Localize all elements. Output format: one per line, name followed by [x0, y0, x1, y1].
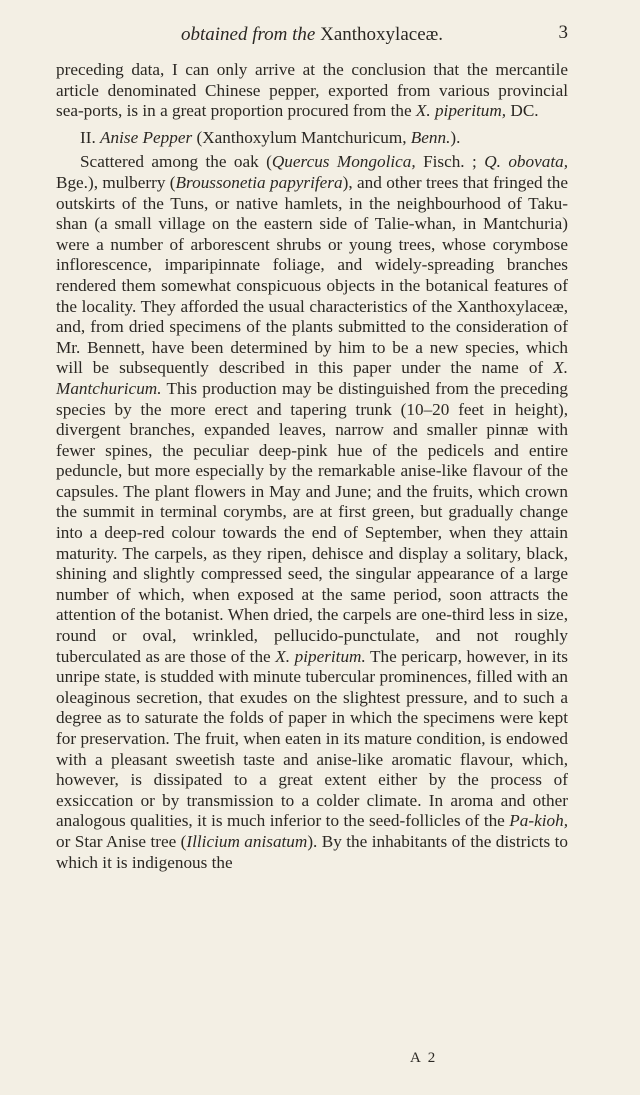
text-run: DC.	[506, 101, 539, 121]
signature-mark: A 2	[410, 1050, 438, 1066]
running-head-italic: obtained from the	[180, 24, 316, 45]
paragraph	[56, 152, 568, 873]
italic-text: Q. obovata,	[484, 152, 568, 172]
book-page	[56, 18, 568, 873]
body-text	[56, 60, 568, 873]
italic-text: Illicium anisatum	[186, 831, 308, 851]
running-head-title	[181, 24, 443, 46]
italic-text: Pa-kioh,	[509, 811, 568, 831]
text-run: Bge.), mulberry (	[56, 172, 176, 192]
italic-text: X. piperitum.	[275, 646, 366, 666]
text-run: Scattered among the oak (	[80, 152, 272, 172]
text-run: ). By the inhabitants of the districts to which it is indigenous the	[56, 831, 568, 872]
page-number: 3	[558, 22, 568, 43]
running-head-roman: Xanthoxylaceæ.	[315, 24, 444, 45]
section-heading	[56, 128, 568, 149]
text-run: ).	[450, 127, 461, 147]
italic-text: Benn.	[410, 127, 451, 147]
running-head	[56, 18, 568, 52]
paragraph	[56, 60, 568, 122]
italic-text: X. Mantchuricum.	[56, 358, 568, 398]
italic-text: Quercus Mongolica,	[271, 152, 416, 172]
text-run: ), and other trees that fringed the outskirts of the Tuns, or native hamlets, in the neighbourhood of Taku-shan (a small village on the eastern side of Talie-whan, in Mantchuria) were a number of arborescent shrubs or young trees, whose corymbose inflorescence, imparipinnate foliage, and widely-spreading branches rendered them somewhat conspicuous objects in the botanical features of the locality. They afforded the usual characteristics of the Xanthoxylaceæ, and, from dried specimens of the plants submitted to the consideration of Mr. Bennett, have been determined by him to be a new species, which will be subsequently described in this paper under the name of	[56, 172, 569, 378]
text-run: or Star Anise tree (	[56, 831, 187, 851]
italic-text: Broussonetia papyrifera	[175, 172, 343, 192]
italic-text: X. piperitum,	[415, 101, 507, 121]
italic-text: Anise Pepper	[100, 127, 193, 147]
text-run: The pericarp, however, in its unripe state, is studded with minute tubercular prominences, filled with an oleaginous secretion, that exudes on the slightest pressure, and to such a degree as to saturate the folds of paper in which the specimens were kept for preservation. The fruit, when eaten in its mature condition, is endowed with a pleasant sweetish taste and anise-like aromatic flavour, which, however, is dissipated to a great extent either by the process of exsiccation or by transmission to a colder climate. In aroma and other analogous qualities, it is much inferior to the seed-follicles of the	[56, 646, 568, 831]
text-run: preceding data, I can only arrive at the conclusion that the mercantile article denominated Chinese pepper, exported from various provincial sea-ports, is in a great proportion procured from the	[56, 60, 568, 121]
text-run: Fisch. ;	[415, 152, 485, 172]
text-run: This production may be distinguished from the preceding species by the more erect and tapering trunk (10–20 feet in height), divergent branches, expanded leaves, narrow and smaller pinnæ with fewer spines, the peculiar deep-pink hue of the pedicels and entire peduncle, but more especially by the remarkable anise-like flavour of the capsules. The plant flowers in May and June; and the fruits, which crown the summit in terminal corymbs, are at first green, but gradually change into a deep-red colour towards the end of September, when they attain maturity. The carpels, as they ripen, dehisce and display a solitary, black, shining and slightly compressed seed, the singular appearance of a large number of which, when exposed at the same period, soon attracts the attention of the botanist. When dried, the carpels are one-third less in size, round or oval, wrinkled, pellucido-punctulate, and not roughly tuberculated as are those of the	[56, 378, 568, 666]
text-run: II.	[80, 127, 101, 147]
text-run: (Xanthoxylum Mantchuricum,	[192, 127, 411, 147]
